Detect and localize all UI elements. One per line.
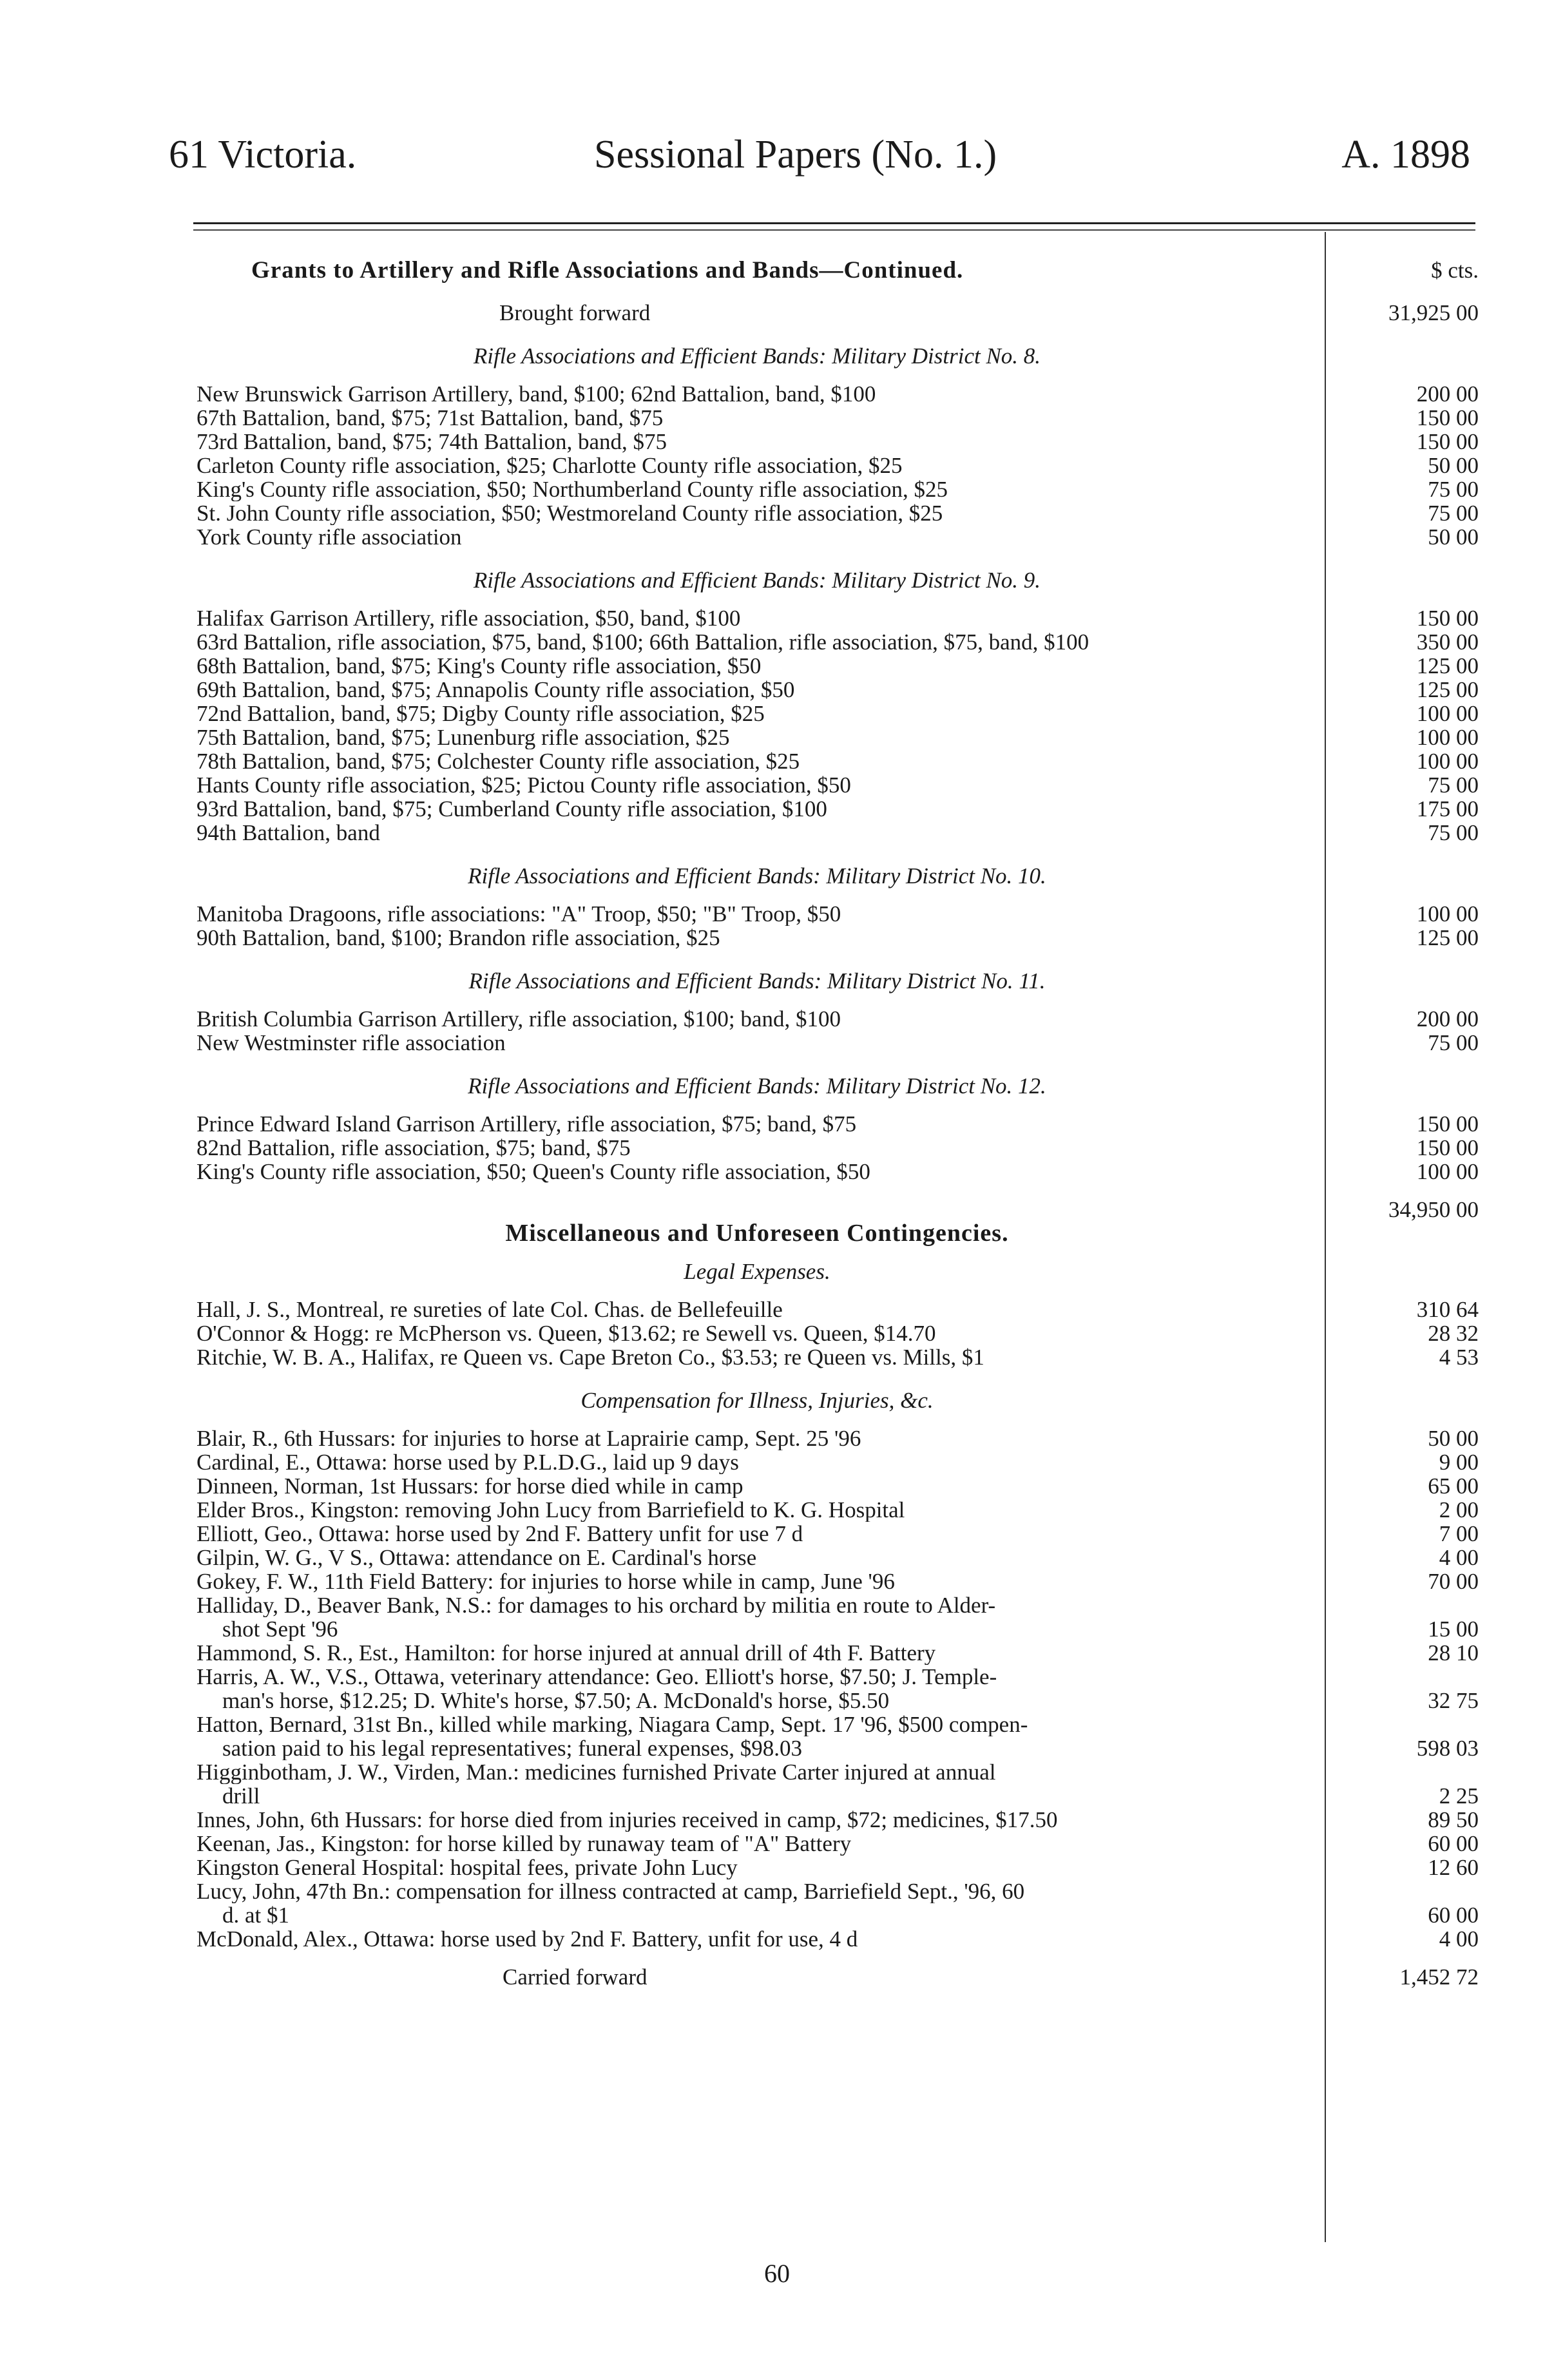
grant-description: 73rd Battalion, band, $75; 74th Battalion, band, $75 [197,430,667,454]
grant-description: British Columbia Garrison Artillery, rifle association, $100; band, $100 [197,1007,841,1031]
spacer [197,287,1479,301]
compensation-heading-row [197,1388,1479,1412]
brought-forward-label: Brought forward [499,301,651,325]
grant-amount: 125 00 [1416,677,1479,702]
compensation-row [197,1784,1479,1808]
grant-row [197,926,1479,950]
compensation-description: Cardinal, E., Ottawa: horse used by P.L.D.G., laid up 9 days [197,1450,739,1474]
district-heading-row [197,568,1479,592]
grant-description: 68th Battalion, band, $75; King's County rifle association, $50 [197,654,762,678]
grant-amount: 175 00 [1416,796,1479,821]
compensation-row [197,1474,1479,1498]
compensation-row [197,1546,1479,1569]
grant-amount: 100 00 [1416,901,1479,926]
compensation-amount: 598 03 [1416,1736,1479,1761]
grant-description: Hants County rifle association, $25; Pictou County rifle association, $50 [197,773,851,797]
district-heading: Rifle Associations and Efficient Bands: Military District No. 8. [473,343,1041,369]
compensation-description: Gokey, F. W., 11th Field Battery: for injuries to horse while in camp, June '96 [197,1569,895,1593]
header-year: A. 1898 [1341,133,1470,177]
compensation-row [197,1450,1479,1474]
compensation-amount: 7 00 [1439,1521,1479,1546]
grant-description: 94th Battalion, band [197,821,380,845]
compensation-description: Dinneen, Norman, 1st Hussars: for horse died while in camp [197,1474,743,1498]
grant-description: King's County rifle association, $50; Queen's County rifle association, $50 [197,1160,870,1184]
carried-forward-row [197,1965,1479,1989]
compensation-row [197,1927,1479,1951]
legal-expense-row [197,1298,1479,1321]
compensation-row [197,1665,1479,1689]
brought-forward-row [197,301,1479,325]
grant-row [197,501,1479,525]
compensation-row [197,1832,1479,1856]
compensation-description: Hatton, Bernard, 31st Bn., killed while marking, Niagara Camp, Sept. 17 '96, $500 compen- [197,1713,1028,1736]
grant-description: St. John County rifle association, $50; Westmoreland County rifle association, $25 [197,501,943,525]
district-heading: Rifle Associations and Efficient Bands: Military District No. 11. [468,968,1046,993]
grant-description: Manitoba Dragoons, rifle associations: "A" Troop, $50; "B" Troop, $50 [197,902,841,926]
compensation-row [197,1617,1479,1641]
compensation-row [197,1736,1479,1760]
grant-row [197,902,1479,926]
subtotal-row [197,1198,1479,1222]
compensation-description: Halliday, D., Beaver Bank, N.S.: for damages to his orchard by militia en route to Alder- [197,1593,996,1617]
grant-amount: 100 00 [1416,725,1479,750]
spacer [197,592,1479,606]
grant-row [197,654,1479,678]
grant-amount: 150 00 [1416,1135,1479,1160]
grant-amount: 75 00 [1428,1030,1479,1055]
grant-row [197,382,1479,406]
grant-amount: 150 00 [1416,606,1479,631]
grant-description: 78th Battalion, band, $75; Colchester County rifle association, $25 [197,749,800,773]
grant-amount: 75 00 [1428,477,1479,502]
compensation-amount: 50 00 [1428,1426,1479,1451]
grant-row [197,406,1479,430]
grant-description: 82nd Battalion, rifle association, $75; band, $75 [197,1136,631,1160]
district-heading-row [197,1074,1479,1098]
grant-amount: 100 00 [1416,749,1479,774]
compensation-row [197,1856,1479,1879]
compensation-row [197,1713,1479,1736]
grant-amount: 150 00 [1416,1111,1479,1137]
legal-expense-amount: 4 53 [1439,1345,1479,1370]
spacer [197,368,1479,382]
column-units: $ cts. [1431,258,1479,283]
grant-amount: 125 00 [1416,925,1479,950]
legal-expense-description: O'Connor & Hogg: re McPherson vs. Queen, $13.62; re Sewell vs. Queen, $14.70 [197,1321,936,1345]
header-rule-thin [193,229,1475,231]
spacer [197,1283,1479,1298]
spacer [197,1098,1479,1112]
compensation-amount: 89 50 [1428,1807,1479,1832]
spacer [197,1369,1479,1388]
spacer [197,1184,1479,1198]
grant-row [197,1007,1479,1031]
grant-description: 72nd Battalion, band, $75; Digby County rifle association, $25 [197,702,765,725]
legal-expense-row [197,1345,1479,1369]
compensation-row [197,1641,1479,1665]
compensation-amount: 65 00 [1428,1473,1479,1499]
grant-amount: 350 00 [1416,629,1479,655]
grant-row [197,454,1479,477]
compensation-amount: 2 00 [1439,1497,1479,1522]
legal-heading: Legal Expenses. [684,1259,830,1284]
compensation-row [197,1426,1479,1450]
grant-description: New Westminster rifle association [197,1031,506,1055]
grant-row [197,1136,1479,1160]
district-heading-row [197,344,1479,368]
spacer [197,845,1479,864]
grant-amount: 200 00 [1416,1006,1479,1032]
grant-description: York County rifle association [197,525,462,549]
section-title: Grants to Artillery and Rifle Associations and Bands—Continued. [251,257,964,283]
compensation-amount: 4 00 [1439,1545,1479,1570]
spacer [197,993,1479,1007]
header-title: Sessional Papers (No. 1.) [594,133,997,177]
compensation-list [197,1426,1479,1951]
compensation-description: Harris, A. W., V.S., Ottawa, veterinary attendance: Geo. Elliott's horse, $7.50; J. Temple- [197,1665,997,1689]
compensation-amount: 32 75 [1428,1688,1479,1713]
legal-expense-amount: 310 64 [1416,1297,1479,1322]
brought-forward-amount: 31,925 00 [1388,300,1479,325]
compensation-row [197,1689,1479,1713]
compensation-description: Gilpin, W. G., V S., Ottawa: attendance on E. Cardinal's horse [197,1546,757,1569]
district-groups [197,325,1479,1198]
grant-amount: 150 00 [1416,405,1479,430]
compensation-amount: 4 00 [1439,1926,1479,1952]
spacer [197,325,1479,344]
compensation-row [197,1760,1479,1784]
grant-description: King's County rifle association, $50; Northumberland County rifle association, $25 [197,477,948,501]
grant-row [197,477,1479,501]
compensation-amount: 9 00 [1439,1450,1479,1475]
grant-row [197,606,1479,630]
district-heading: Rifle Associations and Efficient Bands: Military District No. 10. [468,863,1046,888]
spacer [197,549,1479,568]
grant-description: Halifax Garrison Artillery, rifle association, $50, band, $100 [197,606,741,630]
misc-title: Miscellaneous and Unforeseen Contingencies. [505,1220,1009,1247]
grant-row [197,821,1479,845]
compensation-row [197,1498,1479,1522]
compensation-description: Kingston General Hospital: hospital fees, private John Lucy [197,1856,738,1879]
page-number: 60 [764,2259,790,2288]
grant-amount: 125 00 [1416,653,1479,678]
grant-description: 63rd Battalion, rifle association, $75, band, $100; 66th Battalion, rifle association, $75, band, $100 [197,630,1089,654]
compensation-description: Innes, John, 6th Hussars: for horse died from injuries received in camp, $72; medicines, $17.50 [197,1808,1058,1832]
compensation-description: Elliott, Geo., Ottawa: horse used by 2nd F. Battery unfit for use 7 d [197,1522,803,1546]
carried-forward-label: Carried forward [503,1965,648,1989]
spacer [197,1055,1479,1074]
compensation-description: Lucy, John, 47th Bn.: compensation for illness contracted at camp, Barriefield Sept., '96, 60 [197,1879,1025,1903]
grant-row [197,430,1479,454]
compensation-amount: 15 00 [1428,1617,1479,1642]
legal-expense-description: Hall, J. S., Montreal, re sureties of late Col. Chas. de Bellefeuille [197,1298,783,1321]
compensation-description: Elder Bros., Kingston: removing John Lucy from Barriefield to K. G. Hospital [197,1498,905,1522]
grant-description: 69th Battalion, band, $75; Annapolis County rifle association, $50 [197,678,795,702]
subtotal-amount: 34,950 00 [1388,1197,1479,1222]
section-title-row [197,254,1479,287]
legal-expense-amount: 28 32 [1428,1321,1479,1346]
grant-row [197,749,1479,773]
compensation-row [197,1593,1479,1617]
compensation-amount: 60 00 [1428,1903,1479,1928]
legal-expense-description: Ritchie, W. B. A., Halifax, re Queen vs. Cape Breton Co., $3.53; re Queen vs. Mills, $1 [197,1345,984,1369]
grant-amount: 75 00 [1428,773,1479,798]
district-heading-row [197,864,1479,888]
header-session: 61 Victoria. [169,133,357,177]
grant-description: Prince Edward Island Garrison Artillery, rifle association, $75; band, $75 [197,1112,857,1136]
grant-row [197,773,1479,797]
compensation-description: Hammond, S. R., Est., Hamilton: for horse injured at annual drill of 4th F. Battery [197,1641,936,1665]
carried-forward-amount: 1,452 72 [1399,1964,1479,1990]
grant-description: Carleton County rifle association, $25; Charlotte County rifle association, $25 [197,454,903,477]
spacer [197,1412,1479,1426]
compensation-amount: 28 10 [1428,1640,1479,1665]
legal-heading-row [197,1260,1479,1283]
grant-amount: 200 00 [1416,381,1479,407]
compensation-row [197,1569,1479,1593]
compensation-description: d. at $1 [222,1903,290,1927]
compensation-description: Keenan, Jas., Kingston: for horse killed by runaway team of "A" Battery [197,1832,852,1856]
page-header [169,132,1470,190]
compensation-description: Blair, R., 6th Hussars: for injuries to horse at Laprairie camp, Sept. 25 '96 [197,1426,861,1450]
page-body [197,254,1479,1989]
grant-row [197,797,1479,821]
grant-amount: 75 00 [1428,820,1479,845]
district-heading: Rifle Associations and Efficient Bands: Military District No. 9. [473,568,1041,593]
misc-title-row [197,1222,1479,1245]
compensation-row [197,1808,1479,1832]
grant-amount: 150 00 [1416,429,1479,454]
compensation-amount: 2 25 [1439,1783,1479,1809]
district-heading: Rifle Associations and Efficient Bands: Military District No. 12. [468,1073,1046,1099]
grant-row [197,1112,1479,1136]
grant-row [197,630,1479,654]
spacer [197,950,1479,969]
compensation-amount: 70 00 [1428,1569,1479,1594]
grant-row [197,678,1479,702]
compensation-description: sation paid to his legal representatives; funeral expenses, $98.03 [222,1736,803,1760]
legal-expense-row [197,1321,1479,1345]
compensation-row [197,1879,1479,1903]
compensation-amount: 12 60 [1428,1855,1479,1880]
compensation-row [197,1522,1479,1546]
grant-description: 93rd Battalion, band, $75; Cumberland County rifle association, $100 [197,797,827,821]
grant-amount: 100 00 [1416,1159,1479,1184]
spacer [197,1951,1479,1965]
grant-amount: 50 00 [1428,453,1479,478]
grant-amount: 50 00 [1428,524,1479,550]
grant-row [197,525,1479,549]
grant-amount: 75 00 [1428,501,1479,526]
grant-amount: 100 00 [1416,701,1479,726]
grant-description: 90th Battalion, band, $100; Brandon rifle association, $25 [197,926,720,950]
spacer [197,888,1479,902]
compensation-description: McDonald, Alex., Ottawa: horse used by 2nd F. Battery, unfit for use, 4 d [197,1927,858,1951]
header-rule [193,222,1475,224]
compensation-description: shot Sept '96 [222,1617,338,1641]
grant-description: 67th Battalion, band, $75; 71st Battalion, band, $75 [197,406,664,430]
spacer [197,1245,1479,1260]
compensation-description: man's horse, $12.25; D. White's horse, $7.50; A. McDonald's horse, $5.50 [222,1689,890,1713]
legal-expense-list [197,1298,1479,1369]
grant-description: 75th Battalion, band, $75; Lunenburg rifle association, $25 [197,725,730,749]
compensation-heading: Compensation for Illness, Injuries, &c. [580,1388,934,1413]
compensation-row [197,1903,1479,1927]
compensation-description: Higginbotham, J. W., Virden, Man.: medicines furnished Private Carter injured at annual [197,1760,996,1784]
grant-row [197,1160,1479,1184]
compensation-amount: 60 00 [1428,1831,1479,1856]
grant-row [197,702,1479,725]
compensation-description: drill [222,1784,260,1808]
grant-description: New Brunswick Garrison Artillery, band, $100; 62nd Battalion, band, $100 [197,382,876,406]
grant-row [197,1031,1479,1055]
district-heading-row [197,969,1479,993]
grant-row [197,725,1479,749]
